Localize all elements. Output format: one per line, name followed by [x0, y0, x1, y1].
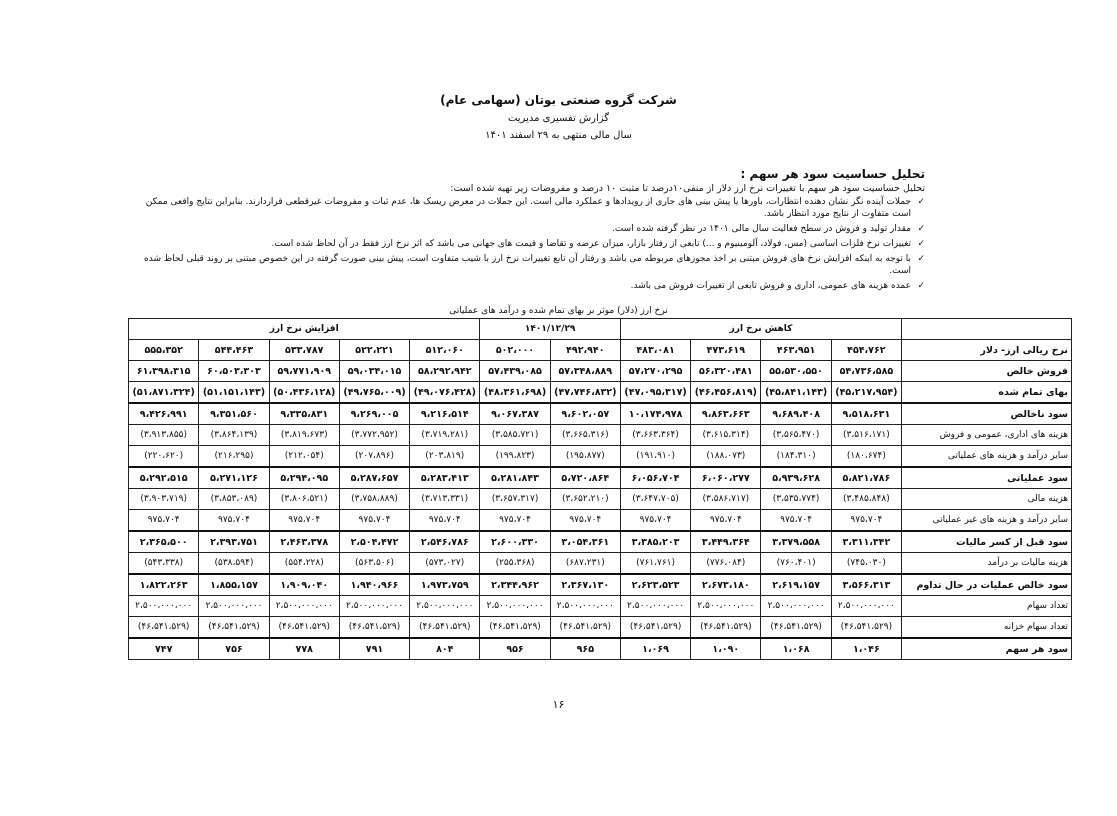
table-cell: (۴۶،۴۵۶،۸۱۹) — [691, 382, 761, 404]
table-cell: ۷۷۸ — [269, 638, 339, 660]
table-cell: (۵۵۴،۲۲۸) — [269, 553, 339, 575]
table-cell: (۳،۶۱۵،۳۱۴) — [691, 425, 761, 446]
row-label: سود قبل از کسر مالیات — [902, 531, 1072, 553]
table-cell: ۹۵۶ — [480, 638, 550, 660]
table-cell: ۹۷۵،۷۰۴ — [691, 510, 761, 532]
table-cell: (۴۵،۸۴۱،۱۴۳) — [761, 382, 831, 404]
table-cell: (۱۹۵،۸۷۷) — [550, 446, 620, 468]
table-row — [129, 425, 1072, 446]
table-cell: ۹۷۵،۷۰۴ — [410, 510, 480, 532]
table-cell: ۴۶۳،۹۵۱ — [761, 340, 831, 361]
table-cell: (۶۸۷،۲۳۱) — [550, 553, 620, 575]
table-cell: (۵۱،۱۵۱،۱۴۳) — [199, 382, 269, 404]
table-cell: ۵۵،۵۳۰،۵۵۰ — [761, 361, 831, 382]
table-cell: (۳،۶۶۵،۳۱۶) — [550, 425, 620, 446]
table-cell: (۱۹۹،۸۲۳) — [480, 446, 550, 468]
page-number: ۱۶ — [552, 698, 565, 711]
table-cell: ۹۷۵،۷۰۴ — [550, 510, 620, 532]
header-decrease: کاهش نرخ ارز — [620, 319, 901, 340]
table-cell: (۴۶،۵۴۱،۵۲۹) — [761, 617, 831, 639]
table-row — [129, 574, 1072, 596]
table-cell: (۴۶،۵۴۱،۵۲۹) — [691, 617, 761, 639]
table-cell: (۲۰۳،۸۱۹) — [410, 446, 480, 468]
table-cell: (۴۶،۵۴۱،۵۲۹) — [480, 617, 550, 639]
table-cell: ۹،۲۱۶،۵۱۴ — [410, 403, 480, 425]
row-label: تعداد سهام خزانه — [902, 617, 1072, 639]
table-cell: ۹۷۵،۷۰۴ — [269, 510, 339, 532]
table-cell: ۲،۶۱۹،۱۵۷ — [761, 574, 831, 596]
row-label: فروش خالص — [902, 361, 1072, 382]
table-cell: ۱،۰۴۶ — [831, 638, 901, 660]
table-cell: ۲،۵۰۰،۰۰۰،۰۰۰ — [691, 596, 761, 617]
table-cell: ۲،۶۲۳،۵۲۳ — [620, 574, 690, 596]
table-cell: (۴۶،۵۴۱،۵۲۹) — [620, 617, 690, 639]
table-cell: ۵۱۲،۰۶۰ — [410, 340, 480, 361]
table-cell: ۵۷،۲۷۰،۲۹۵ — [620, 361, 690, 382]
table-cell: ۲،۶۰۰،۳۳۰ — [480, 531, 550, 553]
row-label: هزینه مالی — [902, 489, 1072, 510]
table-cell: ۹۷۵،۷۰۴ — [831, 510, 901, 532]
table-cell: ۲،۵۴۶،۷۸۶ — [410, 531, 480, 553]
table-cell: ۱،۸۵۵،۱۵۷ — [199, 574, 269, 596]
table-cell: (۲۰۷،۸۹۶) — [339, 446, 409, 468]
table-cell: ۲،۳۶۷،۱۳۰ — [550, 574, 620, 596]
table-cell: (۷۷۶،۰۸۴) — [691, 553, 761, 575]
table-cell: (۲۲۰،۶۲۰) — [129, 446, 199, 468]
table-cell: ۵۶،۳۲۰،۴۸۱ — [691, 361, 761, 382]
table-cell: ۵۰۲،۰۰۰ — [480, 340, 550, 361]
assumption-item: ✓ عمده هزینه های عمومی، اداری و فروش تابعی از تغییرات فروش می باشد. — [135, 280, 925, 292]
table-cell: (۱۸۰،۶۷۴) — [831, 446, 901, 468]
table-cell: (۴۶،۵۴۱،۵۲۹) — [831, 617, 901, 639]
row-label: بهای تمام شده — [902, 382, 1072, 404]
table-cell: ۹،۴۲۶،۹۹۱ — [129, 403, 199, 425]
table-cell: (۳،۸۰۶،۵۲۱) — [269, 489, 339, 510]
table-row — [129, 467, 1072, 489]
table-cell: (۱۹۱،۹۱۰) — [620, 446, 690, 468]
table-cell: (۴۹،۰۷۶،۴۲۸) — [410, 382, 480, 404]
table-cell: ۲،۵۰۰،۰۰۰،۰۰۰ — [480, 596, 550, 617]
table-cell: ۵،۲۸۷،۶۵۷ — [339, 467, 409, 489]
sensitivity-table — [128, 318, 1072, 660]
table-cell: (۴۶،۵۴۱،۵۲۹) — [339, 617, 409, 639]
table-cell: ۷۵۶ — [199, 638, 269, 660]
table-cell: ۳،۳۸۵،۲۰۳ — [620, 531, 690, 553]
table-cell: (۲۱۲،۰۵۴) — [269, 446, 339, 468]
table-cell: ۲،۵۰۰،۰۰۰،۰۰۰ — [199, 596, 269, 617]
table-cell: ۲،۵۰۰،۰۰۰،۰۰۰ — [550, 596, 620, 617]
table-cell: (۴۶،۵۴۱،۵۲۹) — [410, 617, 480, 639]
table-cell: ۹،۶۰۲،۰۵۷ — [550, 403, 620, 425]
table-cell: ۳،۴۴۹،۳۶۴ — [691, 531, 761, 553]
table-cell: ۹۷۵،۷۰۴ — [199, 510, 269, 532]
table-cell: (۳،۵۸۶،۷۱۷) — [691, 489, 761, 510]
table-cell: ۵،۲۷۱،۱۲۶ — [199, 467, 269, 489]
table-cell: ۵۷،۴۳۹،۰۸۵ — [480, 361, 550, 382]
table-cell: ۵،۷۲۰،۸۶۴ — [550, 467, 620, 489]
table-cell: ۲،۳۴۴،۹۶۲ — [480, 574, 550, 596]
header-base: ۱۴۰۱/۱۲/۲۹ — [480, 319, 621, 340]
table-cell: (۱۸۸،۰۷۳) — [691, 446, 761, 468]
table-cell: ۵،۹۳۹،۶۲۸ — [761, 467, 831, 489]
table-cell: ۱،۰۶۹ — [620, 638, 690, 660]
report-subtitle: گزارش تفسیری مدیریت — [507, 113, 610, 124]
table-cell: (۳،۶۵۷،۳۱۷) — [480, 489, 550, 510]
table-cell: (۳،۹۱۳،۸۵۵) — [129, 425, 199, 446]
table-cell: ۶،۰۶۰،۲۷۷ — [691, 467, 761, 489]
table-cell: (۵۱،۸۷۱،۳۲۴) — [129, 382, 199, 404]
table-cell: (۴۶،۵۴۱،۵۲۹) — [269, 617, 339, 639]
table-row — [129, 382, 1072, 404]
table-cell: (۷۶۱،۷۶۱) — [620, 553, 690, 575]
table-cell: ۵۲۲،۲۲۱ — [339, 340, 409, 361]
table-row — [129, 617, 1072, 639]
table-cell: ۴۵۴،۷۶۲ — [831, 340, 901, 361]
table-cell: (۳،۵۳۵،۷۷۴) — [761, 489, 831, 510]
table-cell: ۱،۹۴۰،۹۶۶ — [339, 574, 409, 596]
table-cell: (۳،۸۱۹،۶۷۳) — [269, 425, 339, 446]
table-cell: (۳،۷۱۳،۳۳۱) — [410, 489, 480, 510]
table-cell: ۴۹۲،۹۴۰ — [550, 340, 620, 361]
table-cell: ۴۷۳،۶۱۹ — [691, 340, 761, 361]
row-label: هزینه های اداری، عمومی و فروش — [902, 425, 1072, 446]
table-cell: ۵،۲۹۴،۰۹۵ — [269, 467, 339, 489]
table-cell: (۳،۵۱۶،۱۷۱) — [831, 425, 901, 446]
table-cell: ۱،۰۶۸ — [761, 638, 831, 660]
table-row — [129, 638, 1072, 660]
table-cell: (۳،۶۶۳،۳۶۴) — [620, 425, 690, 446]
table-cell: ۵،۲۸۳،۴۱۳ — [410, 467, 480, 489]
table-cell: ۶۰،۵۰۳،۳۰۳ — [199, 361, 269, 382]
table-cell: ۲،۵۰۴،۴۷۲ — [339, 531, 409, 553]
table-cell: (۱۸۴،۳۱۰) — [761, 446, 831, 468]
table-cell: (۴۵،۲۱۷،۹۵۴) — [831, 382, 901, 404]
assumption-item: ✓ جملات آینده نگر نشان دهنده انتظارات، باورها یا پیش بینی های جاری از رویدادها و عملکرد مالی است. این جملات در معرض ریسک ها، عدم ثبات و مفروضات غیرقطعی قراردارند. بنابراین نتایج واقعی ممکن است متفاوت از نتایج مورد انتظار باشد. — [135, 196, 925, 220]
table-cell: ۹۷۵،۷۰۴ — [480, 510, 550, 532]
table-cell: (۴۶،۵۴۱،۵۲۹) — [550, 617, 620, 639]
table-cell: ۹،۳۳۵،۸۳۱ — [269, 403, 339, 425]
assumption-item: ✓ با توجه به اینکه افزایش نرخ های فروش مبتنی بر اخذ مجوزهای مربوطه می باشد و رفتار آن تابع تغییرات نرخ ارز با شیب متفاوت است، پیش بینی صورت گرفته در این خصوص مبتنی بر روند قبلی لحاظ شده است. — [135, 253, 925, 277]
table-cell: ۴۸۳،۰۸۱ — [620, 340, 690, 361]
table-row — [129, 361, 1072, 382]
table-cell: (۲۵۵،۳۶۸) — [480, 553, 550, 575]
table-cell: ۲،۳۶۵،۵۰۰ — [129, 531, 199, 553]
table-row — [129, 510, 1072, 532]
table-cell: ۵۴،۷۳۶،۵۸۵ — [831, 361, 901, 382]
table-cell: ۷۴۷ — [129, 638, 199, 660]
table-cell: ۲،۵۰۰،۰۰۰،۰۰۰ — [410, 596, 480, 617]
row-label: نرخ ریالی ارز- دلار — [902, 340, 1072, 361]
table-cell: ۳،۳۷۹،۵۵۸ — [761, 531, 831, 553]
section-intro: تحلیل حساسیت سود هر سهم با تغییرات نرخ ارز دلار از منفی۱۰درصد تا مثبت ۱۰ درصد و مفروضات زیر تهیه شده است: — [450, 183, 925, 194]
table-cell: (۴۷،۰۹۵،۳۱۷) — [620, 382, 690, 404]
row-label: تعداد سهام — [902, 596, 1072, 617]
table-cell: (۳،۸۵۳،۰۸۹) — [199, 489, 269, 510]
table-row — [129, 403, 1072, 425]
table-cell: (۵۰،۴۳۶،۱۲۸) — [269, 382, 339, 404]
table-cell: (۳،۹۰۳،۷۱۹) — [129, 489, 199, 510]
table-cell: ۵۷،۳۴۸،۸۸۹ — [550, 361, 620, 382]
table-cell: ۲،۴۶۳،۳۷۸ — [269, 531, 339, 553]
table-cell: (۳،۸۶۴،۱۳۹) — [199, 425, 269, 446]
table-cell: (۵۶۳،۵۰۶) — [339, 553, 409, 575]
table-caption: نرخ ارز (دلار) موثر بر بهای تمام شده و درآمد های عملیاتی — [449, 306, 668, 316]
table-cell: ۲،۵۰۰،۰۰۰،۰۰۰ — [269, 596, 339, 617]
table-cell: ۷۹۱ — [339, 638, 409, 660]
table-cell: ۹۶۵ — [550, 638, 620, 660]
table-cell: ۵،۸۲۱،۷۸۶ — [831, 467, 901, 489]
table-row — [129, 596, 1072, 617]
table-cell: (۳،۴۸۵،۸۴۸) — [831, 489, 901, 510]
assumption-item: ✓ تغییرات نرخ فلزات اساسی (مس، فولاد، آلومینیوم و ...) تابعی از رفتار بازار، میزان عرضه و تقاضا و قیمت های جهانی می باشد که اثر نرخ ارز فقط در آن لحاظ شده است. — [135, 238, 925, 250]
table-cell: ۳،۳۱۱،۳۴۲ — [831, 531, 901, 553]
table-cell: (۳،۵۶۵،۴۷۰) — [761, 425, 831, 446]
table-cell: ۹۷۵،۷۰۴ — [620, 510, 690, 532]
table-cell: ۹،۳۵۱،۵۶۰ — [199, 403, 269, 425]
table-cell: (۳،۶۴۷،۷۰۵) — [620, 489, 690, 510]
table-cell: ۲،۵۰۰،۰۰۰،۰۰۰ — [129, 596, 199, 617]
header-increase: افزایش نرخ ارز — [129, 319, 480, 340]
company-name: شرکت گروه صنعتی بوتان (سهامی عام) — [440, 93, 677, 107]
table-cell: ۵۹،۷۷۱،۹۰۹ — [269, 361, 339, 382]
table-cell: ۲،۵۰۰،۰۰۰،۰۰۰ — [761, 596, 831, 617]
table-cell: (۵۷۳،۰۲۷) — [410, 553, 480, 575]
table-cell: ۶۱،۳۹۸،۳۱۵ — [129, 361, 199, 382]
table-cell: ۱،۹۷۳،۷۵۹ — [410, 574, 480, 596]
header-blank — [902, 319, 1072, 340]
table-row — [129, 340, 1072, 361]
group-header-row — [129, 319, 1072, 340]
table-cell: ۹،۸۶۳،۶۶۳ — [691, 403, 761, 425]
assumptions-list — [135, 196, 925, 295]
table-cell: (۴۶،۵۴۱،۵۲۹) — [199, 617, 269, 639]
table-cell: (۷۶۰،۴۰۱) — [761, 553, 831, 575]
table-cell: ۵۴۴،۴۶۳ — [199, 340, 269, 361]
section-title: تحلیل حساسیت سود هر سهم : — [740, 167, 925, 181]
row-label: سایر درآمد و هزینه های عملیاتی — [902, 446, 1072, 468]
row-label: سود هر سهم — [902, 638, 1072, 660]
table-cell: ۹،۰۶۷،۳۸۷ — [480, 403, 550, 425]
table-cell: (۳،۷۱۹،۲۸۱) — [410, 425, 480, 446]
table-cell: ۹۷۵،۷۰۴ — [339, 510, 409, 532]
table-cell: (۵۴۳،۳۳۸) — [129, 553, 199, 575]
table-cell: ۲،۵۰۰،۰۰۰،۰۰۰ — [620, 596, 690, 617]
table-cell: ۳،۰۵۴،۳۶۱ — [550, 531, 620, 553]
table-cell: ۳،۵۶۶،۳۱۳ — [831, 574, 901, 596]
table-cell: ۱،۹۰۹،۰۴۰ — [269, 574, 339, 596]
report-period: سال مالی منتهی به ۲۹ اسفند ۱۴۰۱ — [485, 130, 632, 141]
table-cell: ۲،۵۰۰،۰۰۰،۰۰۰ — [831, 596, 901, 617]
table-cell: ۹۷۵،۷۰۴ — [129, 510, 199, 532]
table-cell: ۵،۲۸۱،۸۴۳ — [480, 467, 550, 489]
table-cell: ۸۰۴ — [410, 638, 480, 660]
row-label: هزینه مالیات بر درآمد — [902, 553, 1072, 575]
table-cell: (۴۶،۵۴۱،۵۲۹) — [129, 617, 199, 639]
table-cell: (۳،۷۵۸،۸۸۹) — [339, 489, 409, 510]
row-label: سایر درآمد و هزینه های غیر عملیاتی — [902, 510, 1072, 532]
table-cell: ۲،۵۰۰،۰۰۰،۰۰۰ — [339, 596, 409, 617]
table-cell: ۵۵۵،۳۵۲ — [129, 340, 199, 361]
row-label: سود ناخالص — [902, 403, 1072, 425]
table-cell: (۳،۶۵۲،۲۱۰) — [550, 489, 620, 510]
table-cell: ۹۷۵،۷۰۴ — [761, 510, 831, 532]
table-cell: ۹،۶۸۹،۴۰۸ — [761, 403, 831, 425]
table-cell: ۶،۰۵۶،۷۰۴ — [620, 467, 690, 489]
assumption-item: ✓ مقدار تولید و فروش در سطح فعالیت سال مالی ۱۴۰۱ در نظر گرفته شده است. — [135, 223, 925, 235]
table-cell: ۵۳۳،۷۸۷ — [269, 340, 339, 361]
table-cell: (۴۹،۷۶۵،۰۰۹) — [339, 382, 409, 404]
table-body — [129, 340, 1072, 660]
table-cell: ۵۹،۰۳۴،۰۱۵ — [339, 361, 409, 382]
table-cell: ۹،۵۱۸،۶۳۱ — [831, 403, 901, 425]
table-cell: (۴۷،۷۴۶،۸۳۲) — [550, 382, 620, 404]
table-cell: (۲۱۶،۲۹۵) — [199, 446, 269, 468]
table-cell: (۴۸،۳۶۱،۶۹۸) — [480, 382, 550, 404]
table-cell: (۳،۷۷۲،۹۵۲) — [339, 425, 409, 446]
row-label: سود خالص عملیات در حال تداوم — [902, 574, 1072, 596]
table-cell: ۱،۸۲۲،۲۶۳ — [129, 574, 199, 596]
table-cell: ۱،۰۹۰ — [691, 638, 761, 660]
table-row — [129, 489, 1072, 510]
table-row — [129, 531, 1072, 553]
row-label: سود عملیاتی — [902, 467, 1072, 489]
table-cell: ۱۰،۱۷۴،۹۷۸ — [620, 403, 690, 425]
table-cell: ۵۸،۲۹۲،۹۴۲ — [410, 361, 480, 382]
table-cell: (۵۳۸،۵۹۴) — [199, 553, 269, 575]
table-row — [129, 446, 1072, 468]
table-cell: ۲،۶۷۳،۱۸۰ — [691, 574, 761, 596]
table-cell: ۵،۲۹۲،۵۱۵ — [129, 467, 199, 489]
table-cell: ۲،۳۹۳،۷۵۱ — [199, 531, 269, 553]
table-cell: ۹،۲۶۹،۰۰۵ — [339, 403, 409, 425]
table-cell: (۷۴۵،۰۳۰) — [831, 553, 901, 575]
table-row — [129, 553, 1072, 575]
table-cell: (۳،۵۸۵،۷۲۱) — [480, 425, 550, 446]
